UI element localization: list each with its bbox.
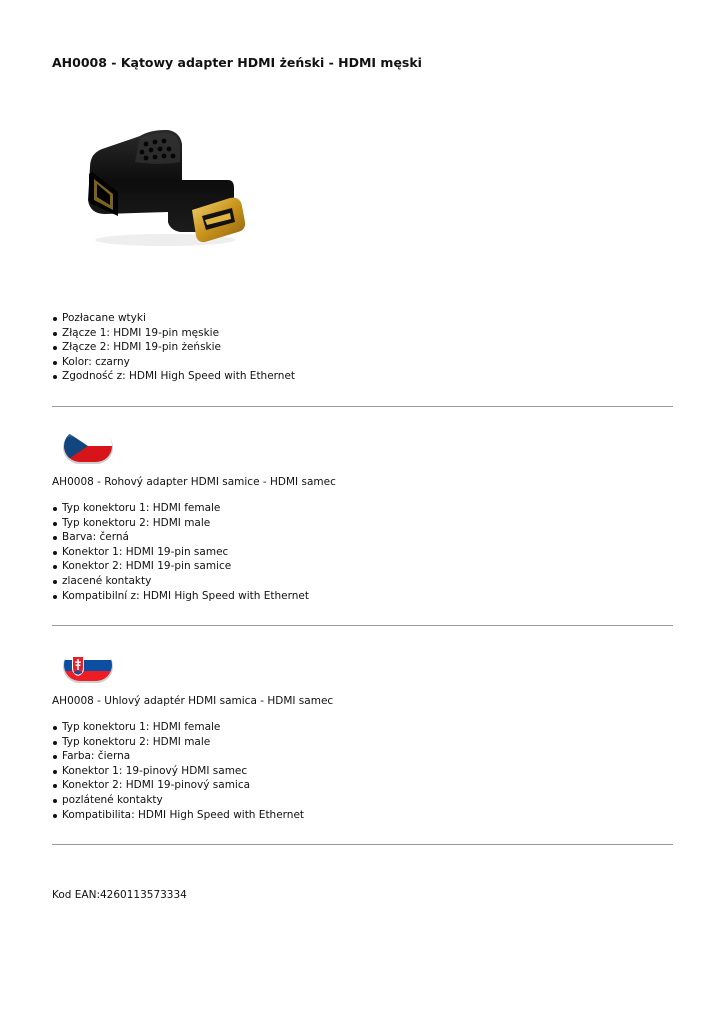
product-image xyxy=(80,122,255,252)
list-item: Typ konektoru 2: HDMI male xyxy=(52,516,309,531)
divider xyxy=(52,625,673,626)
list-item: Konektor 2: HDMI 19-pin samice xyxy=(52,559,309,574)
list-item: Barva: černá xyxy=(52,530,309,545)
list-item: Zgodność z: HDMI High Speed with Ethernet xyxy=(52,369,295,384)
list-item: Typ konektoru 2: HDMI male xyxy=(52,735,304,750)
list-item: Kolor: czarny xyxy=(52,355,295,370)
list-item: Kompatibilní z: HDMI High Speed with Ethernet xyxy=(52,589,309,604)
czech-flag-icon xyxy=(62,427,114,465)
ean-code: Kod EAN:4260113573334 xyxy=(52,889,187,901)
list-item: pozlátené kontakty xyxy=(52,793,304,808)
cz-subtitle: AH0008 - Rohový adapter HDMI samice - HDMI samec xyxy=(52,476,336,488)
list-item: Złącze 1: HDMI 19-pin męskie xyxy=(52,326,295,341)
list-item: zlacené kontakty xyxy=(52,574,309,589)
list-item: Typ konektoru 1: HDMI female xyxy=(52,501,309,516)
list-item: Farba: čierna xyxy=(52,749,304,764)
cz-feature-list xyxy=(52,501,309,603)
list-item: Typ konektoru 1: HDMI female xyxy=(52,720,304,735)
sk-feature-list xyxy=(52,720,304,822)
list-item: Kompatibilita: HDMI High Speed with Ethernet xyxy=(52,808,304,823)
divider xyxy=(52,406,673,407)
pl-feature-list xyxy=(52,311,295,384)
list-item: Konektor 2: HDMI 19-pinový samica xyxy=(52,778,304,793)
list-item: Złącze 2: HDMI 19-pin żeńskie xyxy=(52,340,295,355)
divider xyxy=(52,844,673,845)
slovak-flag-icon xyxy=(62,646,114,684)
list-item: Konektor 1: 19-pinový HDMI samec xyxy=(52,764,304,779)
sk-subtitle: AH0008 - Uhlový adaptér HDMI samica - HDMI samec xyxy=(52,695,334,707)
list-item: Pozłacane wtyki xyxy=(52,311,295,326)
page-title: AH0008 - Kątowy adapter HDMI żeński - HDMI męski xyxy=(52,55,422,70)
list-item: Konektor 1: HDMI 19-pin samec xyxy=(52,545,309,560)
